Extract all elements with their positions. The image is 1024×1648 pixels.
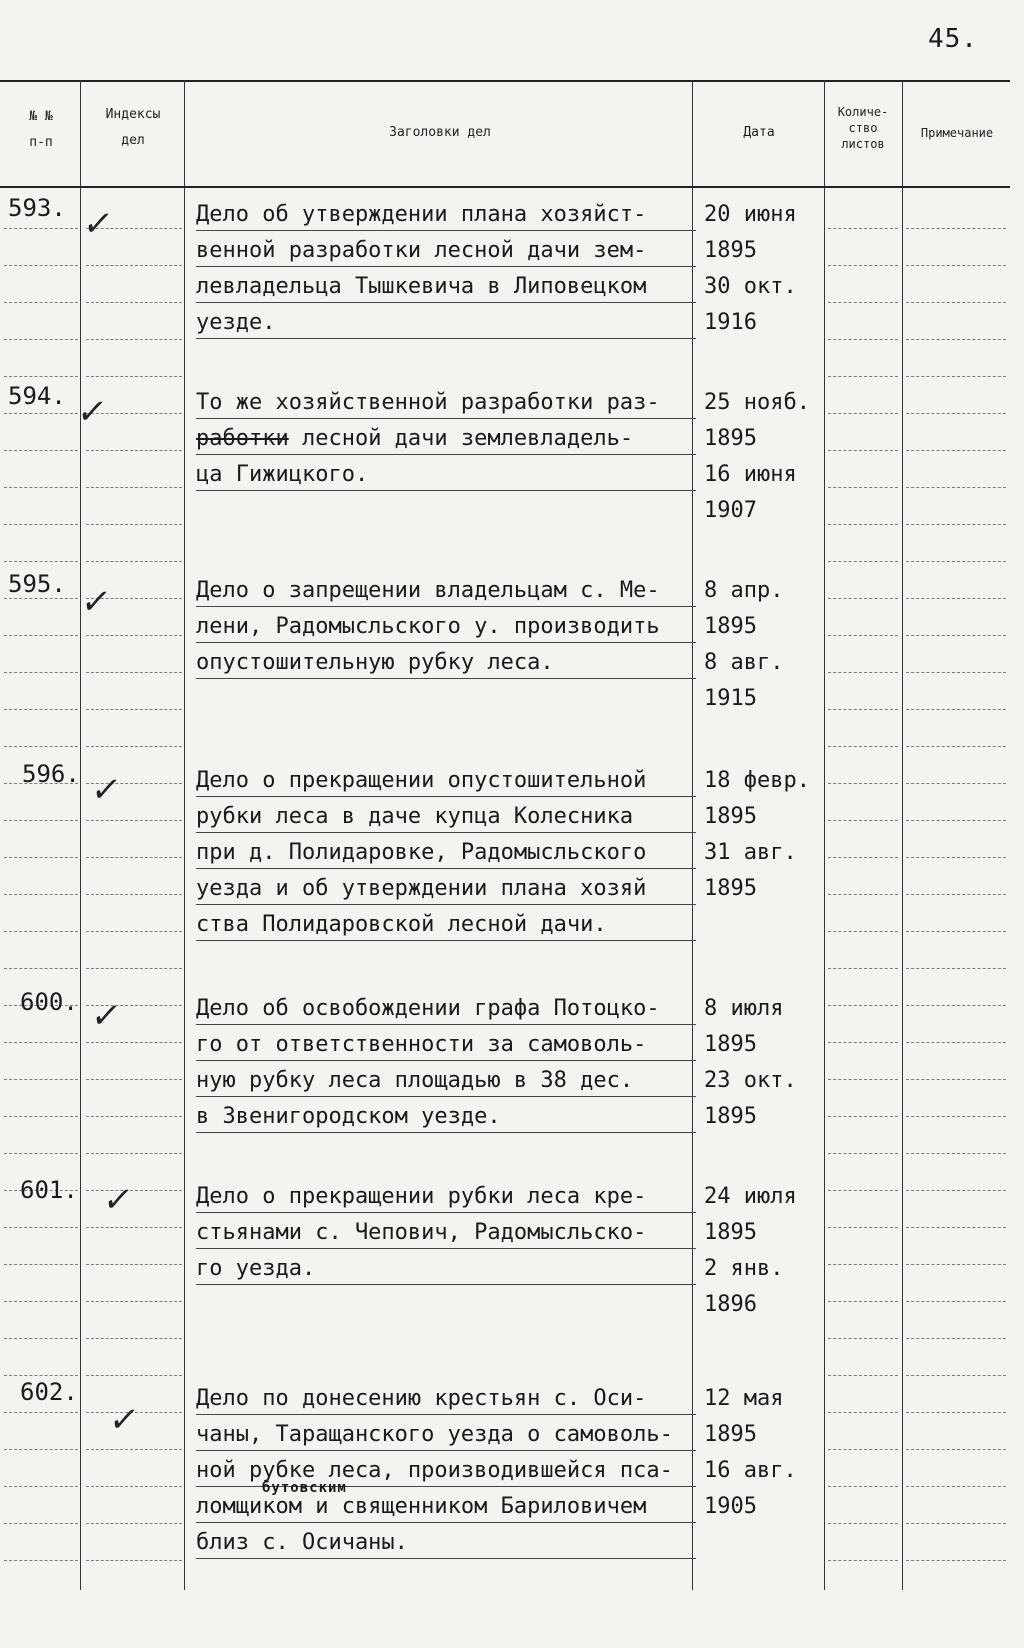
- ruled-line: [828, 968, 898, 969]
- ruled-line: [4, 598, 78, 599]
- ruled-line: [828, 376, 898, 377]
- record-title-line: Дело об освобождении графа Потоцко-: [196, 994, 696, 1025]
- ruled-line: [4, 968, 78, 969]
- ruled-line: [4, 487, 78, 488]
- record-date-line: 25 нояб.: [704, 390, 810, 415]
- ruled-line: [906, 1079, 1006, 1080]
- record-title-line: Дело о запрещении владельцам с. Ме-: [196, 576, 696, 607]
- ruled-line: [4, 635, 78, 636]
- ruled-line: [906, 413, 1006, 414]
- ruled-line: [906, 524, 1006, 525]
- record-date-line: 20 июня: [704, 202, 797, 227]
- ruled-line: [906, 1375, 1006, 1376]
- ruled-line: [906, 672, 1006, 673]
- ruled-line: [906, 635, 1006, 636]
- ruled-line: [86, 1153, 182, 1154]
- checkmark-icon: ✓: [80, 204, 117, 244]
- ruled-line: [906, 1153, 1006, 1154]
- header-title: Заголовки дел: [389, 125, 491, 140]
- record-date-line: 24 июля: [704, 1184, 797, 1209]
- ruled-line: [828, 561, 898, 562]
- record-date-line: 1895: [704, 1032, 757, 1057]
- record-title-line: венной разработки лесной дачи зем-: [196, 236, 696, 267]
- ruled-line: [828, 709, 898, 710]
- record-title-line: ную рубку леса площадью в 38 дес.: [196, 1066, 696, 1097]
- ruled-line: [828, 1153, 898, 1154]
- ruled-line: [4, 1227, 78, 1228]
- ruled-line: [86, 339, 182, 340]
- checkmark-icon: ✓: [100, 1180, 137, 1220]
- column-divider-5: [902, 80, 903, 1590]
- column-divider-4: [824, 80, 825, 1590]
- record-title-line: лени, Радомысльского у. производить: [196, 612, 696, 643]
- ruled-line: [828, 857, 898, 858]
- ruled-line: [828, 1375, 898, 1376]
- ruled-line: [828, 635, 898, 636]
- record-date-line: 1916: [704, 310, 757, 335]
- ruled-line: [4, 561, 78, 562]
- record-title-line: Дело о прекращении рубки леса кре-: [196, 1182, 696, 1213]
- ruled-line: [4, 931, 78, 932]
- ruled-line: [828, 1338, 898, 1339]
- checkmark-icon: ✓: [74, 392, 111, 432]
- record-number: 600.: [20, 988, 78, 1016]
- checkmark-icon: ✓: [88, 996, 125, 1036]
- ruled-line: [906, 1412, 1006, 1413]
- ruled-line: [906, 857, 1006, 858]
- record-title-line: ной рубке леса, производившейся пса-: [196, 1456, 696, 1487]
- ruled-line: [906, 561, 1006, 562]
- ruled-line: [828, 931, 898, 932]
- record-date-line: 8 июля: [704, 996, 784, 1021]
- ruled-line: [828, 302, 898, 303]
- ruled-line: [86, 1116, 182, 1117]
- ruled-line: [828, 450, 898, 451]
- ruled-line: [86, 487, 182, 488]
- record-date-line: 30 окт.: [704, 274, 797, 299]
- ruled-line: [906, 450, 1006, 451]
- record-date-line: 2 янв.: [704, 1256, 784, 1281]
- record-date-line: 1895: [704, 804, 757, 829]
- ruled-line: [4, 1486, 78, 1487]
- record-number: 601.: [20, 1176, 78, 1204]
- ruled-line: [828, 1523, 898, 1524]
- record-title-line: То же хозяйственной разработки раз-: [196, 388, 696, 419]
- ruled-line: [906, 1264, 1006, 1265]
- header-count-2: ство: [848, 121, 878, 135]
- ruled-line: [906, 783, 1006, 784]
- ruled-line: [4, 1042, 78, 1043]
- ruled-line: [4, 1412, 78, 1413]
- record-date-line: 8 апр.: [704, 578, 784, 603]
- ruled-line: [86, 894, 182, 895]
- header-count: [826, 104, 900, 152]
- record-title-line: ломщиком и священником Бариловичем: [196, 1492, 696, 1523]
- record-title-line: го от ответственности за самоволь-: [196, 1030, 696, 1061]
- ruled-line: [828, 1264, 898, 1265]
- ruled-line: [828, 1486, 898, 1487]
- checkmark-icon: ✓: [106, 1400, 143, 1440]
- ruled-line: [906, 1523, 1006, 1524]
- record-title-line: левладельца Тышкевича в Липовецком: [196, 272, 696, 303]
- record-date-line: 16 июня: [704, 462, 797, 487]
- record-title-line: го уезда.: [196, 1254, 696, 1285]
- record-number: 602.: [20, 1378, 78, 1406]
- ruled-line: [86, 1486, 182, 1487]
- ruled-line: [906, 820, 1006, 821]
- ruled-line: [86, 1560, 182, 1561]
- ruled-line: [86, 1449, 182, 1450]
- ruled-line: [86, 931, 182, 932]
- ruled-line: [4, 1449, 78, 1450]
- ruled-line: [86, 1375, 182, 1376]
- page-number: 45.: [928, 24, 978, 54]
- record-date-line: 1895: [704, 1422, 757, 1447]
- ruled-line: [828, 672, 898, 673]
- ruled-line: [86, 524, 182, 525]
- ruled-line: [4, 1116, 78, 1117]
- record-title-line: ства Полидаровской лесной дачи.: [196, 910, 696, 941]
- ruled-line: [86, 561, 182, 562]
- ruled-line: [828, 1190, 898, 1191]
- column-divider-2: [184, 80, 185, 1590]
- record-title-line: ца Гижицкого.: [196, 460, 696, 491]
- ruled-line: [906, 265, 1006, 266]
- ruled-line: [828, 820, 898, 821]
- record-number: 594.: [8, 382, 66, 410]
- ruled-line: [4, 1079, 78, 1080]
- ruled-line: [906, 376, 1006, 377]
- record-date-line: 1896: [704, 1292, 757, 1317]
- handwritten-insert: бутовским: [262, 1480, 347, 1496]
- record-title-line: [196, 424, 696, 455]
- ruled-line: [906, 228, 1006, 229]
- ruled-line: [86, 1264, 182, 1265]
- ruled-line: [4, 1523, 78, 1524]
- header-count-1: Количе-: [837, 105, 889, 119]
- header-index: [84, 106, 182, 150]
- ruled-line: [4, 450, 78, 451]
- record-date-line: 1895: [704, 426, 757, 451]
- record-number: 596.: [22, 760, 80, 788]
- ruled-line: [4, 1560, 78, 1561]
- ruled-line: [4, 709, 78, 710]
- ruled-line: [4, 1338, 78, 1339]
- ruled-line: [906, 1190, 1006, 1191]
- record-title-line: уезда и об утверждении плана хозяй: [196, 874, 696, 905]
- ruled-line: [906, 1560, 1006, 1561]
- record-title-line: Дело по донесению крестьян с. Оси-: [196, 1384, 696, 1415]
- record-date-line: 12 мая: [704, 1386, 784, 1411]
- checkmark-icon: ✓: [88, 770, 125, 810]
- record-title-line: опустошительную рубку леса.: [196, 648, 696, 679]
- ruled-line: [86, 450, 182, 451]
- ruled-line: [4, 413, 78, 414]
- ruled-line: [906, 894, 1006, 895]
- record-date-line: 23 окт.: [704, 1068, 797, 1093]
- header-index-label: Индексы: [105, 107, 161, 122]
- ruled-line: [4, 857, 78, 858]
- ruled-line: [86, 1301, 182, 1302]
- column-divider-3: [692, 80, 693, 1590]
- ruled-line: [828, 228, 898, 229]
- ruled-line: [4, 265, 78, 266]
- record-title-line: Дело об утверждении плана хозяйст-: [196, 200, 696, 231]
- ruled-line: [906, 709, 1006, 710]
- ruled-line: [4, 1375, 78, 1376]
- record-title-line: стьянами с. Чепович, Радомысльско-: [196, 1218, 696, 1249]
- struck-text: работки: [196, 426, 289, 451]
- header-no-label: № №: [29, 109, 53, 124]
- header-bottom-rule: [0, 186, 1010, 188]
- ruled-line: [828, 894, 898, 895]
- ruled-line: [828, 598, 898, 599]
- ruled-line: [906, 1338, 1006, 1339]
- record-title-line: близ с. Осичаны.: [196, 1528, 696, 1559]
- ruled-line: [828, 1412, 898, 1413]
- ruled-line: [906, 598, 1006, 599]
- ruled-line: [4, 339, 78, 340]
- record-date-line: 1915: [704, 686, 757, 711]
- ruled-line: [828, 1005, 898, 1006]
- ruled-line: [4, 376, 78, 377]
- ruled-line: [4, 746, 78, 747]
- header-count-3: листов: [841, 137, 885, 151]
- ruled-line: [4, 894, 78, 895]
- ruled-line: [86, 1079, 182, 1080]
- ruled-line: [906, 746, 1006, 747]
- checkmark-icon: ✓: [78, 582, 115, 622]
- ruled-line: [86, 635, 182, 636]
- record-date-line: 1895: [704, 876, 757, 901]
- ruled-line: [828, 783, 898, 784]
- record-title-line: чаны, Таращанского уезда о самоволь-: [196, 1420, 696, 1451]
- ruled-line: [86, 302, 182, 303]
- ruled-line: [906, 339, 1006, 340]
- ruled-line: [906, 1301, 1006, 1302]
- ruled-line: [828, 1449, 898, 1450]
- ruled-line: [906, 1486, 1006, 1487]
- record-number: 593.: [8, 194, 66, 222]
- record-date-line: 1895: [704, 238, 757, 263]
- ruled-line: [828, 1301, 898, 1302]
- ruled-line: [906, 1005, 1006, 1006]
- record-title-line: в Звенигородском уезде.: [196, 1102, 696, 1133]
- header-top-rule: [0, 80, 1010, 82]
- ruled-line: [86, 968, 182, 969]
- ruled-line: [86, 1338, 182, 1339]
- ruled-line: [86, 820, 182, 821]
- record-date-line: 8 авг.: [704, 650, 784, 675]
- record-date-line: 16 авг.: [704, 1458, 797, 1483]
- ruled-line: [906, 302, 1006, 303]
- record-date-line: 1895: [704, 1104, 757, 1129]
- ruled-line: [906, 1116, 1006, 1117]
- ruled-line: [906, 931, 1006, 932]
- record-date-line: 1905: [704, 1494, 757, 1519]
- record-date-line: 18 февр.: [704, 768, 810, 793]
- header-note: Примечание: [920, 126, 994, 140]
- ruled-line: [4, 1301, 78, 1302]
- ruled-line: [828, 524, 898, 525]
- ruled-line: [828, 1116, 898, 1117]
- record-date-line: 1895: [704, 614, 757, 639]
- ruled-line: [4, 228, 78, 229]
- ruled-line: [828, 1042, 898, 1043]
- ruled-line: [86, 672, 182, 673]
- header-date: Дата: [743, 125, 775, 140]
- ruled-line: [86, 376, 182, 377]
- ruled-line: [828, 1079, 898, 1080]
- ruled-line: [4, 302, 78, 303]
- record-date-line: 1907: [704, 498, 757, 523]
- ruled-line: [86, 709, 182, 710]
- ruled-line: [906, 968, 1006, 969]
- ruled-line: [828, 746, 898, 747]
- ruled-line: [4, 524, 78, 525]
- ruled-line: [906, 1449, 1006, 1450]
- ruled-line: [86, 265, 182, 266]
- record-title-line: рубки леса в даче купца Колесника: [196, 802, 696, 833]
- ruled-line: [828, 413, 898, 414]
- header-no: [4, 108, 78, 152]
- ruled-line: [4, 672, 78, 673]
- record-title-line: Дело о прекращении опустошительной: [196, 766, 696, 797]
- ruled-line: [86, 857, 182, 858]
- ruled-line: [86, 746, 182, 747]
- column-divider-1: [80, 80, 81, 1590]
- record-date-line: 1895: [704, 1220, 757, 1245]
- ruled-line: [828, 265, 898, 266]
- ruled-line: [4, 1153, 78, 1154]
- ruled-line: [4, 1264, 78, 1265]
- record-title-line: уезде.: [196, 308, 696, 339]
- ruled-line: [86, 1042, 182, 1043]
- header-index-sub: дел: [121, 133, 145, 148]
- ruled-line: [86, 1523, 182, 1524]
- ruled-line: [4, 820, 78, 821]
- ruled-line: [906, 487, 1006, 488]
- ruled-line: [86, 1227, 182, 1228]
- ruled-line: [828, 487, 898, 488]
- ruled-line: [906, 1042, 1006, 1043]
- ruled-line: [828, 1227, 898, 1228]
- record-number: 595.: [8, 570, 66, 598]
- record-date-line: 31 авг.: [704, 840, 797, 865]
- ruled-line: [828, 1560, 898, 1561]
- header-no-sub: п-п: [29, 135, 53, 150]
- ruled-line: [828, 339, 898, 340]
- ruled-line: [906, 1227, 1006, 1228]
- record-title-rest: лесной дачи землевладель-: [288, 426, 634, 451]
- record-title-line: при д. Полидаровке, Радомысльского: [196, 838, 696, 869]
